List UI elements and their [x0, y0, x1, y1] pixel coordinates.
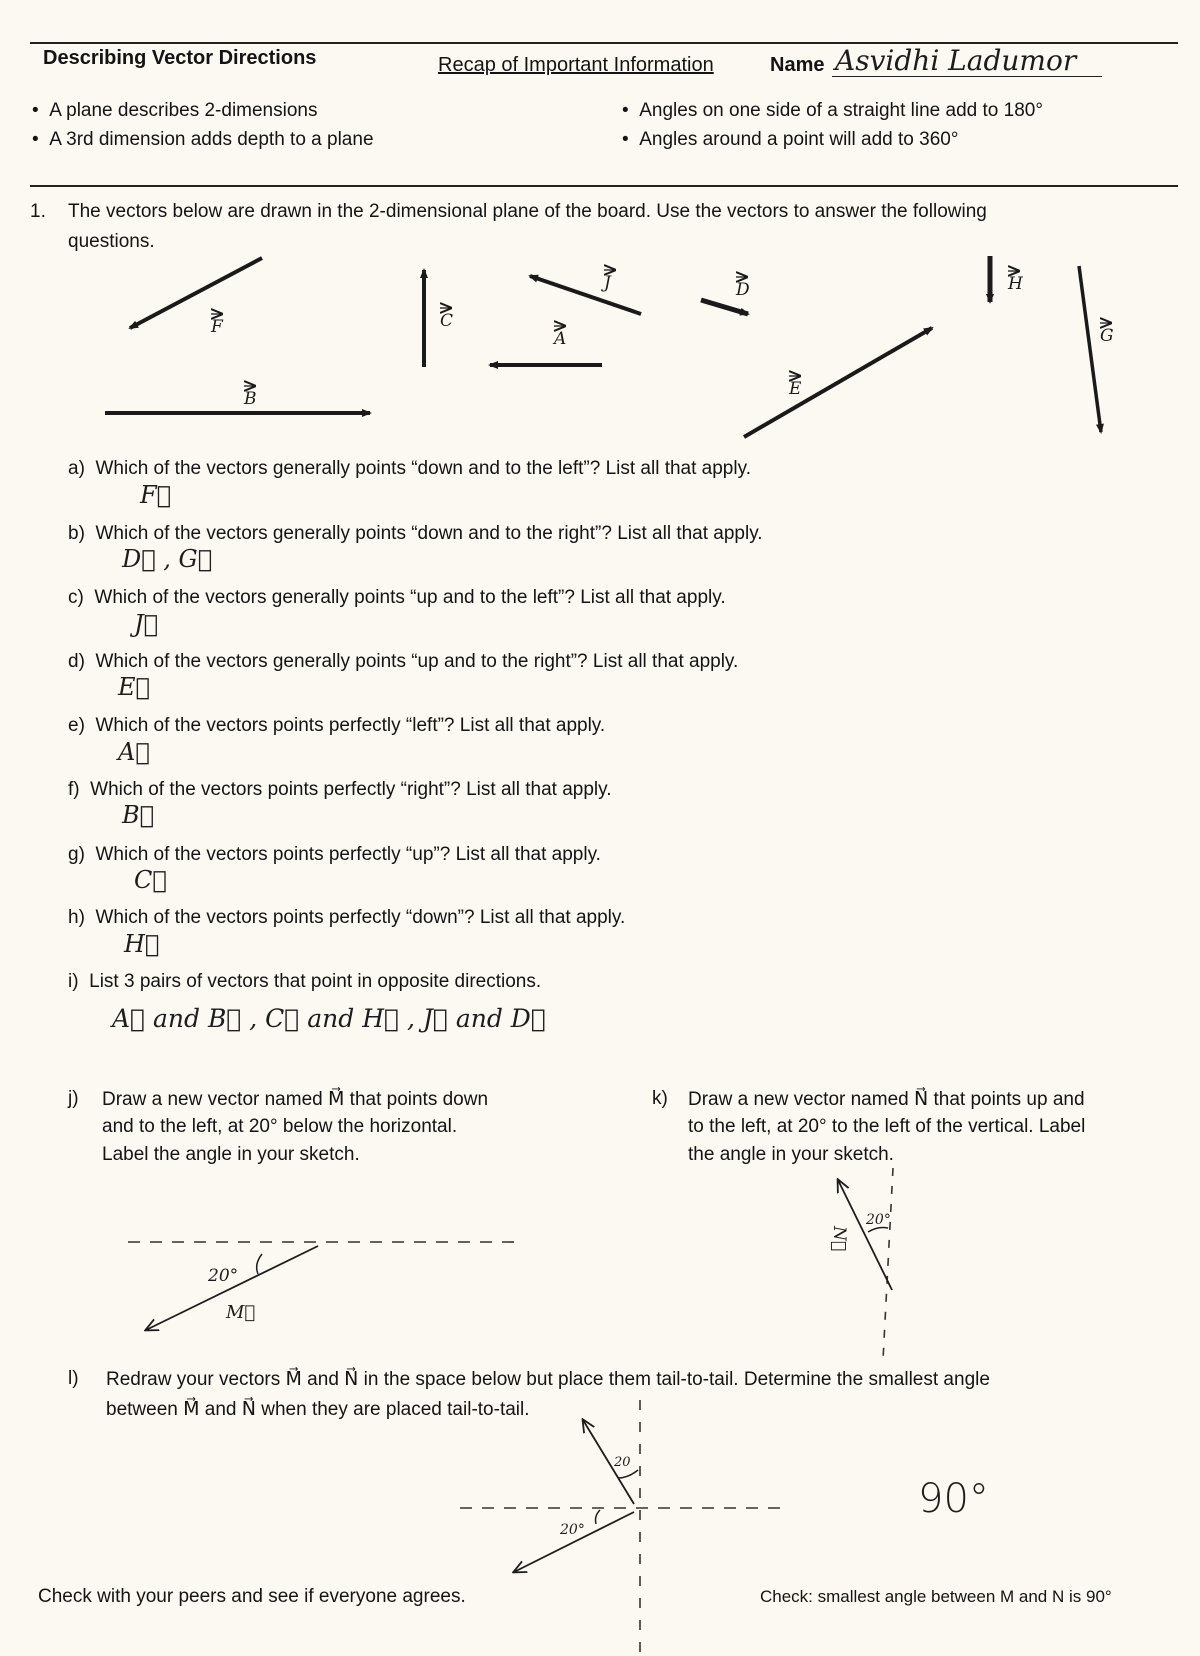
question-j-letter: j)	[68, 1088, 79, 1109]
name-label: Name	[770, 54, 825, 76]
bullet-text: A 3rd dimension adds depth to a plane	[49, 129, 374, 150]
answer-c: J⃗	[134, 610, 159, 638]
answer-h: H⃗	[124, 930, 160, 958]
name-value: Asvidhi Ladumor	[835, 44, 1077, 77]
question-text: Which of the vectors points perfectly “left”? List all that apply.	[95, 715, 606, 736]
question-k-line2: to the left, at 20° to the left of the vertical. Label	[688, 1116, 1086, 1137]
question-j-line1: Draw a new vector named M⃗ that points down	[102, 1089, 489, 1110]
vector-H-label: H	[1008, 274, 1023, 294]
question-text: Which of the vectors generally points “down and to the left”? List all that apply.	[95, 458, 751, 479]
q1-intro-line2: questions.	[68, 231, 155, 252]
bullet-left-1: • A plane describes 2-dimensions	[32, 100, 318, 121]
question-letter: a)	[68, 458, 85, 479]
question-text: Which of the vectors points perfectly “right”? List all that apply.	[90, 779, 612, 800]
answer-l: 90°	[918, 1476, 989, 1522]
question-text: Which of the vectors points perfectly “down”? List all that apply.	[95, 907, 626, 928]
footer-left-note: Check with your peers and see if everyone agrees.	[38, 1586, 466, 1607]
worksheet-title: Describing Vector Directions	[43, 47, 317, 69]
sketch-l-angle-top: 20	[614, 1455, 631, 1470]
vector-E-label: E	[789, 379, 802, 399]
bullet-text: Angles on one side of a straight line add to 180°	[639, 100, 1043, 121]
answer-b: D⃗ , G⃗	[122, 545, 213, 573]
vector-A-label: A	[554, 329, 567, 349]
question-letter: f)	[68, 779, 80, 800]
sketch-l-angle-bottom: 20°	[560, 1522, 585, 1538]
question-l-line1: Redraw your vectors M⃗ and N⃗ in the space below but place them tail-to-tail. Determine the smallest angle	[106, 1369, 990, 1390]
vector-J-label: J	[604, 273, 611, 293]
question-letter: i)	[68, 971, 79, 992]
question-text: Which of the vectors generally points “up and to the right”? List all that apply.	[95, 651, 739, 672]
question-text: Which of the vectors points perfectly “up”? List all that apply.	[95, 844, 601, 865]
vector-B-label: B	[244, 389, 257, 409]
question-k-line1: Draw a new vector named N⃗ that points up and	[688, 1089, 1085, 1110]
answer-a: F⃗	[140, 481, 172, 509]
sketch-k-angle: 20°	[866, 1212, 891, 1228]
answer-f: B⃗	[122, 801, 155, 829]
answer-g: C⃗	[134, 866, 167, 894]
question-k-letter: k)	[652, 1088, 668, 1109]
sketch-l	[460, 1400, 790, 1652]
answer-d: E⃗	[118, 673, 150, 701]
q1-intro-line1: The vectors below are drawn in the 2-dimensional plane of the board. Use the vectors to answer the following	[68, 201, 987, 222]
question-k-line3: the angle in your sketch.	[688, 1144, 894, 1165]
vector-F-label: F	[211, 317, 223, 337]
vector-G-label: G	[1100, 326, 1114, 346]
question-letter: g)	[68, 844, 85, 865]
question-l-letter: l)	[68, 1368, 79, 1389]
vector-D-label: D	[736, 280, 750, 300]
bullet-text: Angles around a point will add to 360°	[639, 129, 959, 150]
sketch-j-angle: 20°	[208, 1266, 239, 1286]
bullet-right-1: • Angles on one side of a straight line add to 180°	[622, 100, 1043, 121]
question-l-line2: between M⃗ and N⃗ when they are placed tail-to-tail.	[106, 1399, 530, 1420]
footer-right-note: Check: smallest angle between M and N is 90°	[760, 1587, 1112, 1606]
sketch-k	[829, 1168, 893, 1360]
question-letter: h)	[68, 907, 85, 928]
answer-e: A⃗	[118, 738, 150, 766]
bullet-right-2: • Angles around a point will add to 360°	[622, 129, 959, 150]
question-text: Which of the vectors generally points “up and to the left”? List all that apply.	[94, 587, 726, 608]
question-text: List 3 pairs of vectors that point in opposite directions.	[89, 971, 542, 992]
question-j-line3: Label the angle in your sketch.	[102, 1144, 360, 1165]
sketch-j	[128, 1242, 518, 1330]
bullet-left-2: • A 3rd dimension adds depth to a plane	[32, 129, 374, 150]
recap-title: Recap of Important Information	[438, 54, 714, 76]
bullet-text: A plane describes 2-dimensions	[49, 100, 318, 121]
question-letter: e)	[68, 715, 85, 736]
answer-i: A⃗ and B⃗ , C⃗ and H⃗ , J⃗ and D⃗	[112, 1004, 546, 1033]
question-text: Which of the vectors generally points “down and to the right”? List all that apply.	[95, 523, 763, 544]
question-letter: d)	[68, 651, 85, 672]
sketch-j-vector-label: M⃗	[226, 1302, 256, 1323]
question-letter: c)	[68, 587, 84, 608]
question-j-line2: and to the left, at 20° below the horizontal.	[102, 1116, 458, 1137]
sketch-k-vector-label: N⃗	[829, 1226, 849, 1252]
vector-C-label: C	[440, 311, 454, 331]
question-letter: b)	[68, 523, 85, 544]
q1-number: 1.	[30, 201, 46, 222]
